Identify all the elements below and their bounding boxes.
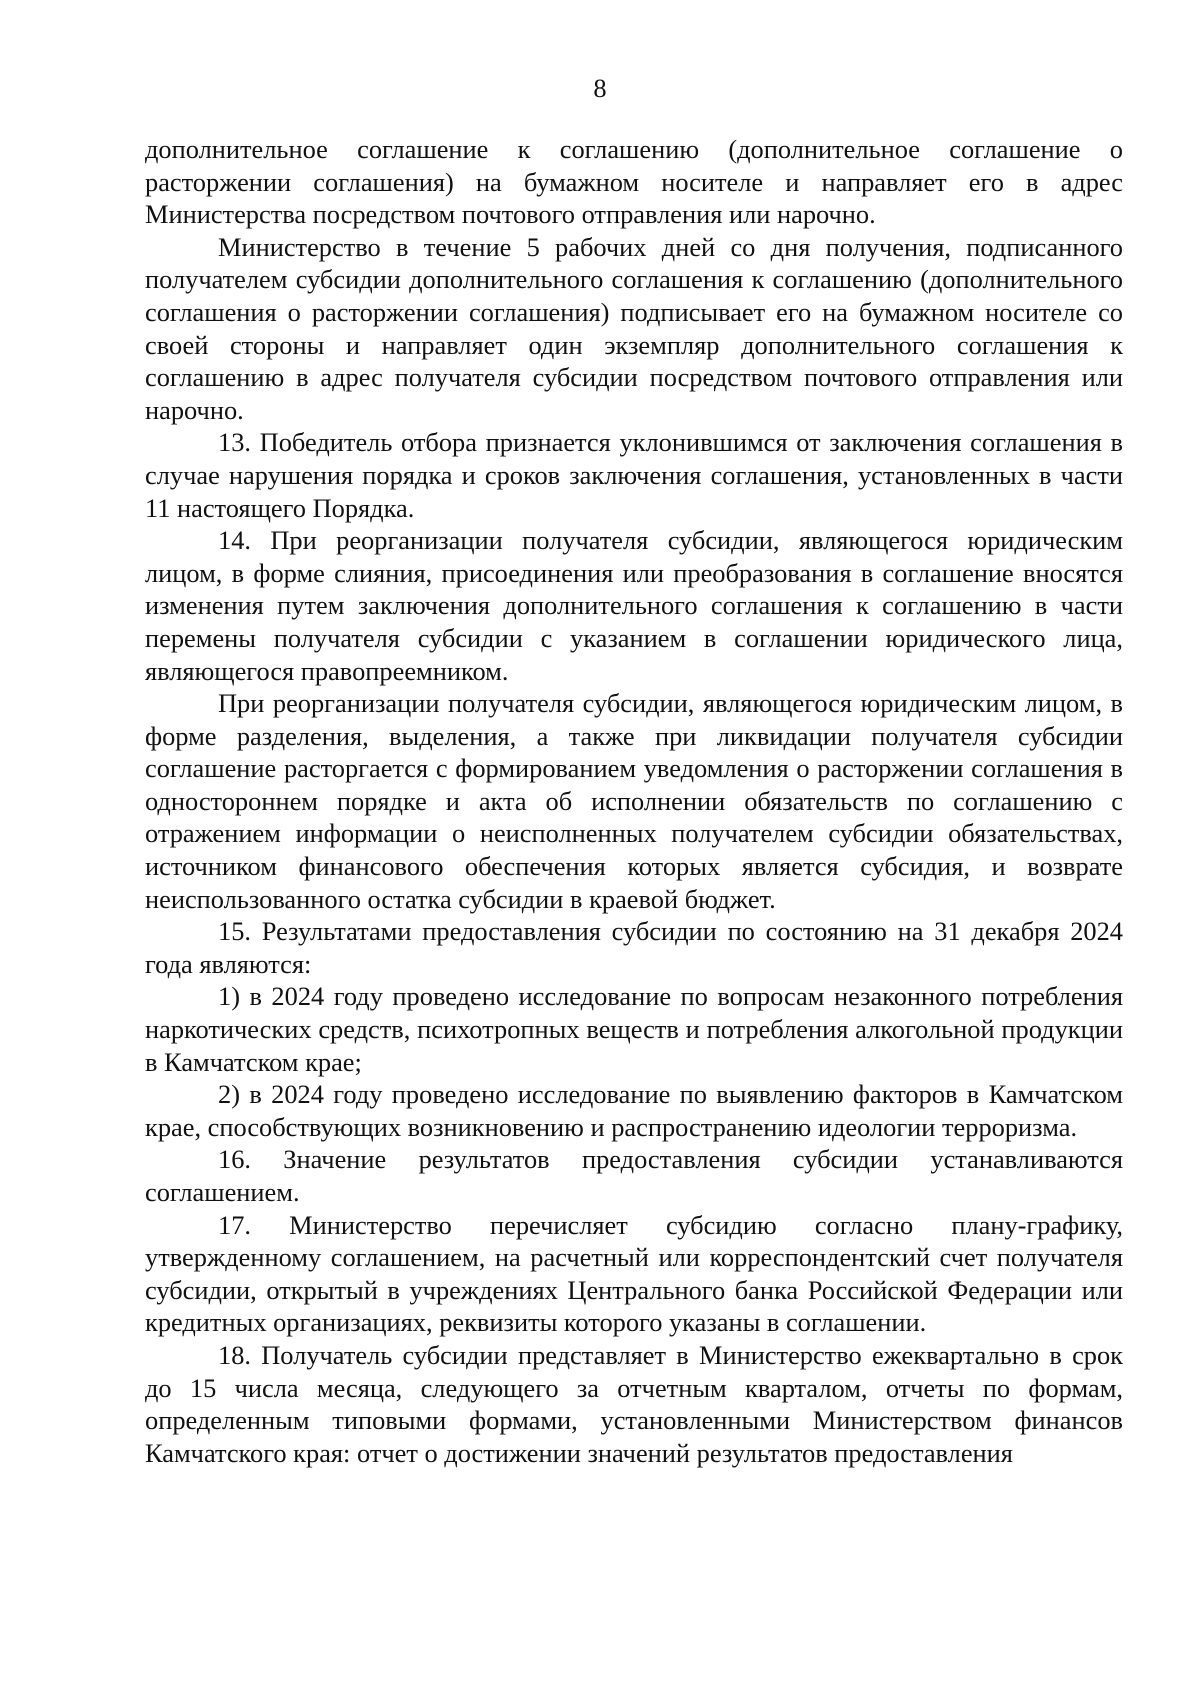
paragraph-item-16: 16. Значение результатов предоставления субсидии устанавливаются соглашением. [145, 1144, 1123, 1207]
page-number: 8 [593, 73, 607, 103]
document-body [145, 133, 1123, 1469]
paragraph-ministry-signing: Министерство в течение 5 рабочих дней со дня получения, подписанного получателем субсидии дополнительного соглашения к соглашению (дополнительного соглашения о расторжении соглашения) подписывает его на бумажном носителе со своей стороны и направляет один экземпляр дополнительного соглашения к соглашению в адрес получателя субсидии посредством почтового отправления или нарочно. [145, 231, 1123, 425]
paragraph-item-13: 13. Победитель отбора признается уклонившимся от заключения соглашения в случае нарушения порядка и сроков заключения соглашения, установленных в части 11 настоящего Порядка. [145, 427, 1123, 523]
paragraph-item-15: 15. Результатами предоставления субсидии по состоянию на 31 декабря 2024 года являются: [145, 916, 1123, 979]
paragraph-reorganization: При реорганизации получателя субсидии, являющегося юридическим лицом, в форме разделения, выделения, а также при ликвидации получателя субсидии соглашение расторгается с формированием уведомления о расторжении соглашения в одностороннем порядке и акта об исполнении обязательств по соглашению с отражением информации о неисполненных получателем субсидии обязательствах, источником финансового обеспечения которых является субсидия, и возврате неиспользованного остатка субсидии в краевой бюджет. [145, 688, 1123, 914]
paragraph-continuation: дополнительное соглашение к соглашению (дополнительное соглашение о расторжении соглашения) на бумажном носителе и направляет его в адрес Министерства посредством почтового отправления или нарочно. [145, 134, 1123, 230]
paragraph-result-1: 1) в 2024 году проведено исследование по вопросам незаконного потребления наркотических средств, психотропных веществ и потребления алкогольной продукции в Камчатском крае; [145, 981, 1123, 1077]
paragraph-item-14: 14. При реорганизации получателя субсидии, являющегося юридическим лицом, в форме слияния, присоединения или преобразования в соглашение вносятся изменения путем заключения дополнительного соглашения к соглашению в части перемены получателя субсидии с указанием в соглашении юридического лица, являющегося правопреемником. [145, 525, 1123, 686]
paragraph-item-18: 18. Получатель субсидии представляет в Министерство ежеквартально в срок до 15 числа месяца, следующего за отчетным кварталом, отчеты по формам, определенным типовыми формами, установленными Министерством финансов Камчатского края: отчет о достижении значений результатов предоставления [145, 1339, 1123, 1468]
paragraph-item-17: 17. Министерство перечисляет субсидию согласно плану-графику, утвержденному соглашением, на расчетный или корреспондентский счет получателя субсидии, открытый в учреждениях Центрального банка Российской Федерации или кредитных организациях, реквизиты которого указаны в соглашении. [145, 1209, 1123, 1338]
paragraph-result-2: 2) в 2024 году проведено исследование по выявлению факторов в Камчатском крае, способствующих возникновению и распространению идеологии терроризма. [145, 1079, 1123, 1142]
